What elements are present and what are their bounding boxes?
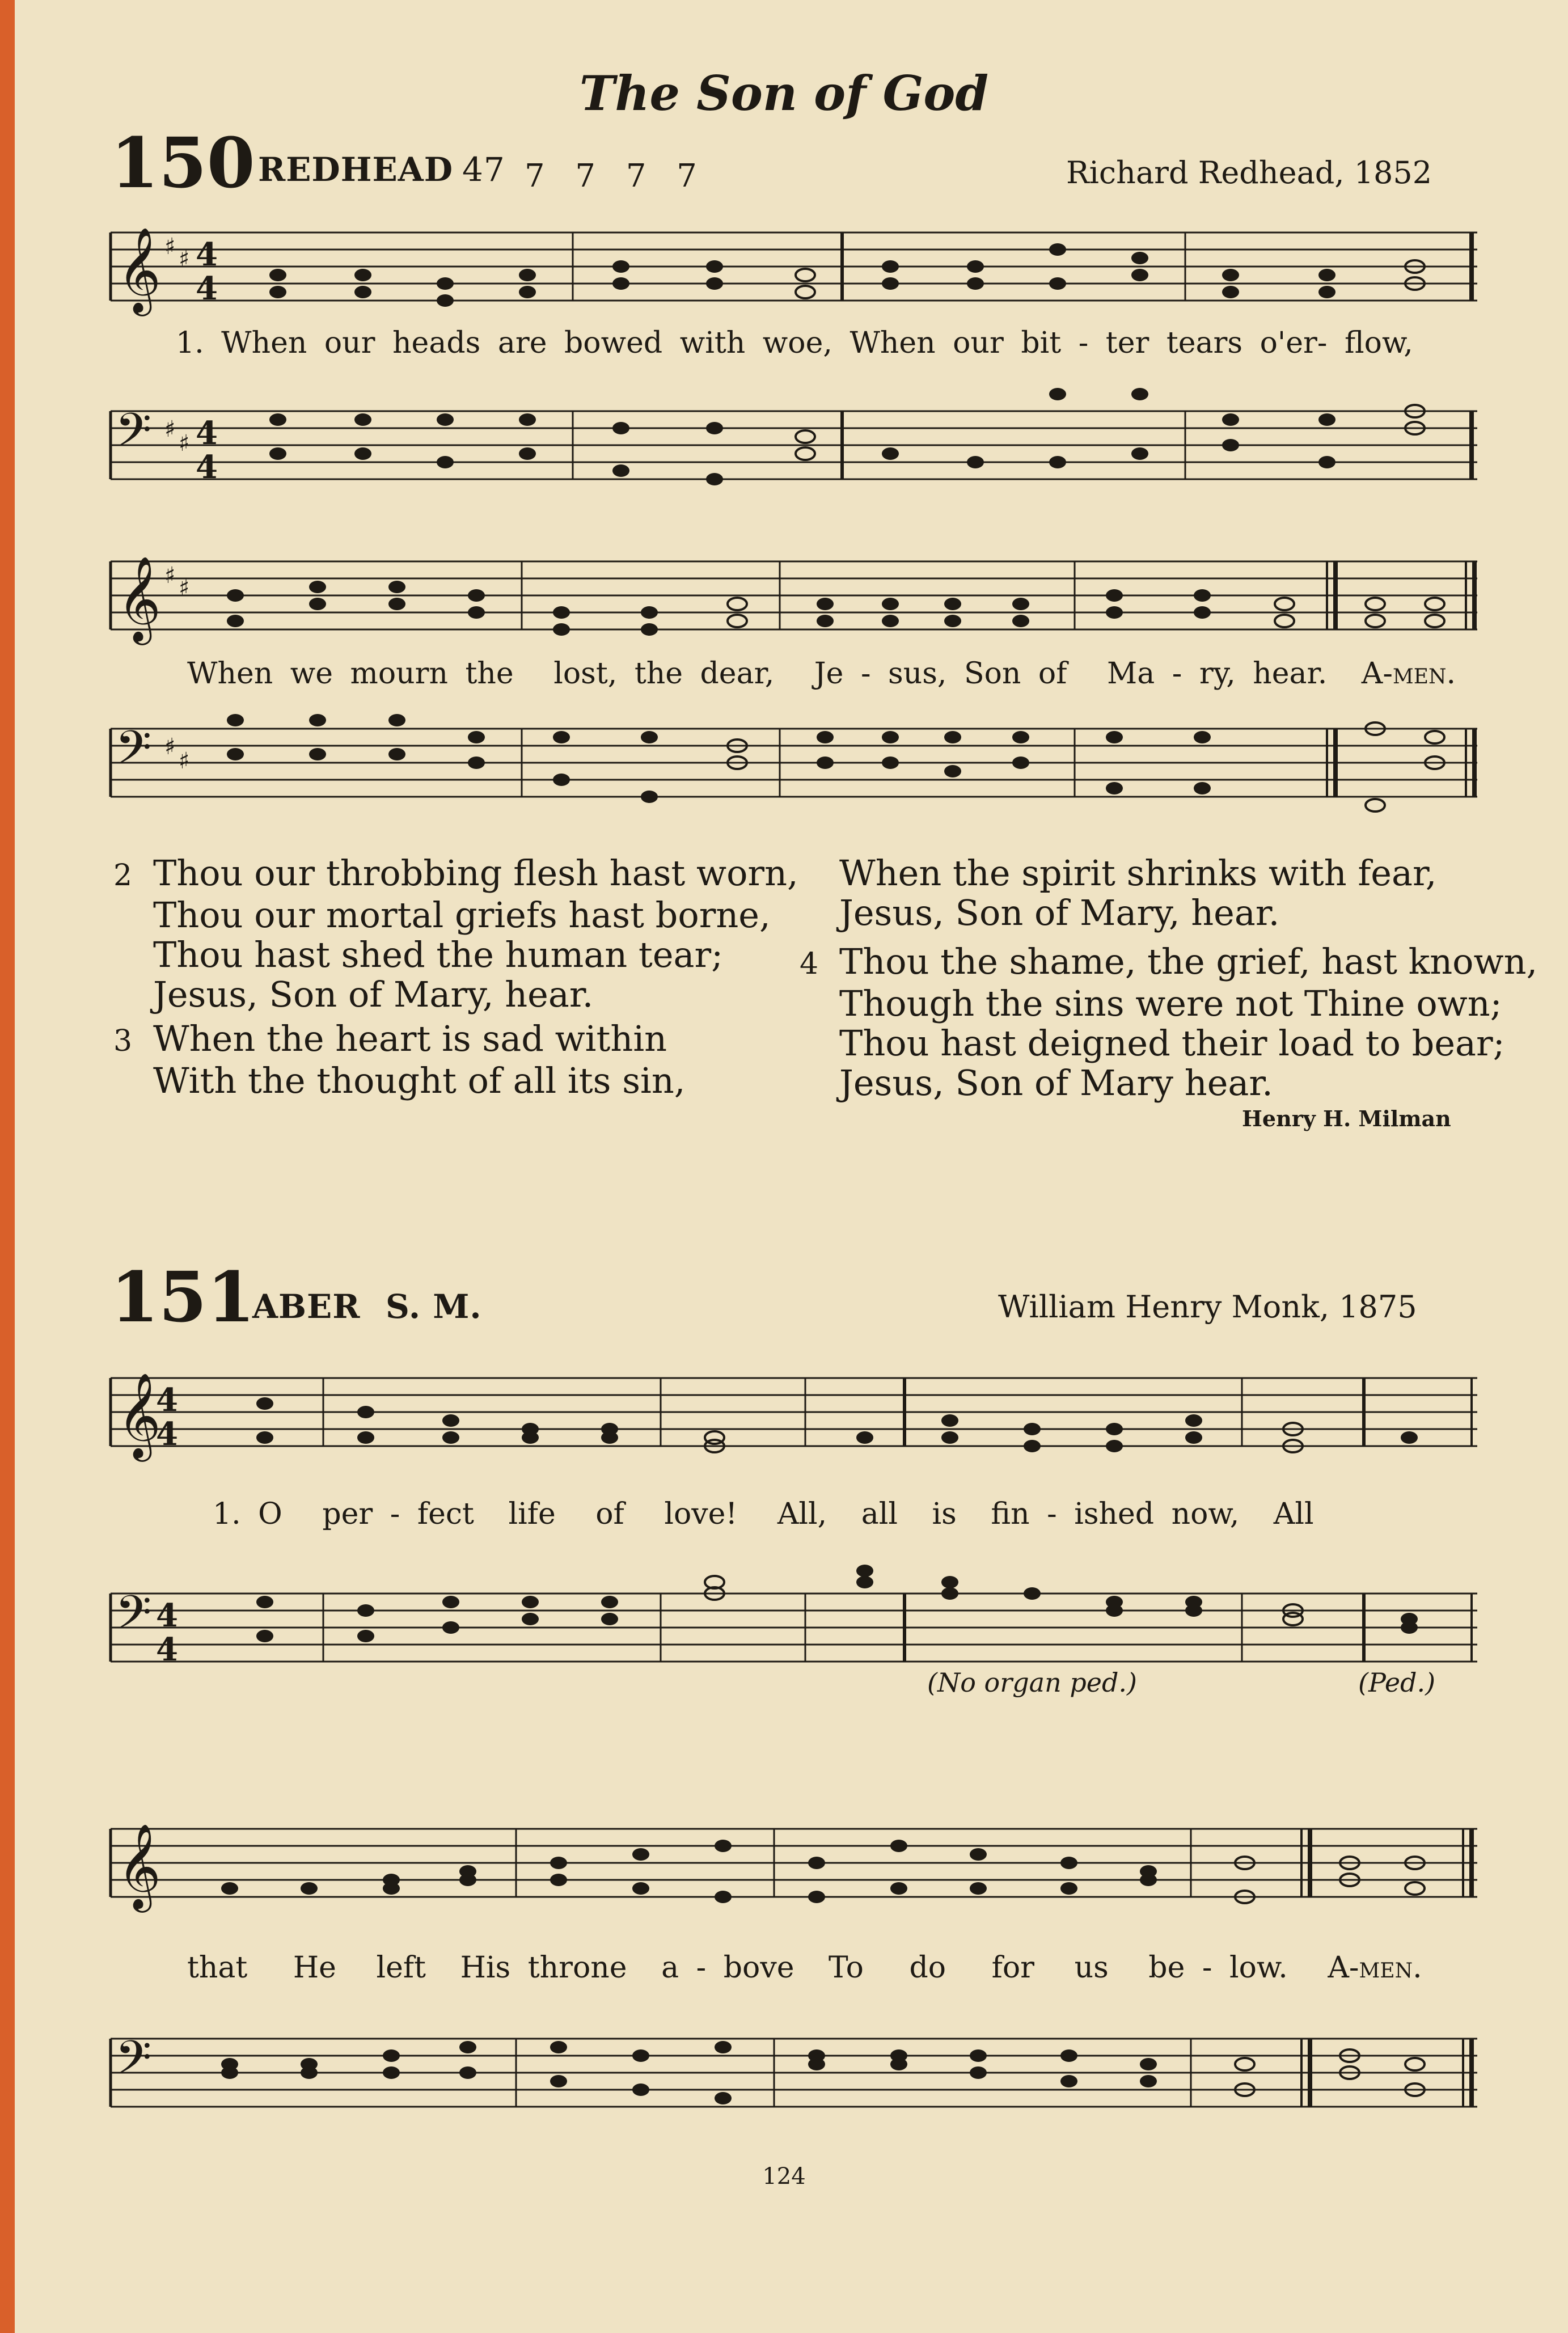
hymn-151-tune: ABER <box>252 1287 361 1326</box>
svg-text:4: 4 <box>156 1597 178 1634</box>
svg-text:4: 4 <box>156 1381 178 1419</box>
hymn-150-author: Henry H. Milman <box>1242 1106 1451 1131</box>
svg-text:𝄢: 𝄢 <box>115 1585 152 1651</box>
svg-text:𝄢: 𝄢 <box>115 720 152 787</box>
svg-text:𝄞: 𝄞 <box>117 1372 161 1458</box>
hymn-150-stanzas-right <box>800 853 1537 1103</box>
organ-pedal-note: (Ped.) <box>1358 1667 1436 1698</box>
svg-text:♯: ♯ <box>164 416 176 442</box>
svg-text:4: 4 <box>156 1415 178 1453</box>
hymn-150-stanzas-left <box>113 853 798 1101</box>
hymn-150-tune-number: 47 <box>462 150 505 189</box>
page-edge-stripe <box>0 0 15 2333</box>
hymn-151-meter: S. M. <box>386 1287 482 1326</box>
hymn-150-meter: 7 7 7 7 <box>525 158 707 195</box>
hymn-150-tune: REDHEAD <box>258 150 454 189</box>
stanza-2: 2 Thou our throbbing flesh hast worn, Thou our mortal griefs hast borne, Thou hast shed the human tear; Jesus, Son of Mary, hear. <box>113 852 798 1015</box>
svg-text:𝄞: 𝄞 <box>117 555 161 641</box>
svg-text:4: 4 <box>196 449 218 486</box>
svg-text:𝄢: 𝄢 <box>115 2030 152 2097</box>
svg-text:4: 4 <box>156 1631 178 1668</box>
hymn-150-system2-bass <box>111 720 1477 808</box>
svg-text:4: 4 <box>196 270 218 307</box>
hymn-151-number: 151 <box>111 1256 255 1338</box>
svg-text:4: 4 <box>196 415 218 452</box>
hymn-150-system1-treble <box>111 227 1477 312</box>
hymn-151-system1-bass <box>111 1585 1477 1679</box>
svg-text:𝄢: 𝄢 <box>115 403 152 469</box>
hymn-150-lyrics-line2: When we mourn the lost, the dear, Je - sus, Son of Ma - ry, hear. A-men. <box>187 657 1456 691</box>
hymn-151-system2-treble <box>111 1823 1477 1914</box>
svg-text:♯: ♯ <box>179 575 190 601</box>
organ-no-pedal-note: (No organ ped.) <box>927 1667 1137 1698</box>
stanza-4: 4 Thou the shame, the grief, hast known, Though the sins were not Thine own; Thou hast deigned their load to bear; Jesus, Son of Mary hear. <box>800 941 1538 1104</box>
stanza-3-cont: When the spirit shrinks with fear, Jesus, Son of Mary, hear. <box>839 852 1437 933</box>
svg-text:𝄞: 𝄞 <box>117 226 161 312</box>
svg-text:♯: ♯ <box>164 734 176 760</box>
hymn-151-composer: William Henry Monk, 1875 <box>998 1289 1417 1325</box>
page-number: 124 <box>762 2163 806 2190</box>
section-title: The Son of God <box>579 65 989 121</box>
svg-text:♯: ♯ <box>179 430 190 457</box>
svg-text:♯: ♯ <box>164 234 176 260</box>
svg-text:♯: ♯ <box>179 748 190 774</box>
stanza-3: 3 When the heart is sad within With the thought of all its sin, <box>113 1018 686 1101</box>
svg-text:𝄞: 𝄞 <box>117 1823 161 1909</box>
hymn-151-lyrics-line2: that He left His throne a - bove To do for us be - low. A-men. <box>187 1951 1422 1985</box>
hymn-151-system2-bass <box>111 2030 1477 2124</box>
hymn-150-system2-treble <box>111 556 1477 641</box>
svg-text:♯: ♯ <box>179 246 190 272</box>
svg-text:♯: ♯ <box>164 563 176 589</box>
hymn-150-system1-bass <box>111 405 1477 491</box>
svg-text:4: 4 <box>196 236 218 273</box>
hymn-150-composer: Richard Redhead, 1852 <box>1066 155 1432 191</box>
hymn-151-system1-treble <box>111 1372 1477 1463</box>
hymn-151-lyrics-line1: 1. O per - fect life of love! All, all is fin - ished now, All <box>213 1497 1314 1531</box>
hymn-150-number: 150 <box>111 122 255 204</box>
hymn-150-lyrics-line1: 1. When our heads are bowed with woe, When our bit - ter tears o'er- flow, <box>176 326 1413 360</box>
